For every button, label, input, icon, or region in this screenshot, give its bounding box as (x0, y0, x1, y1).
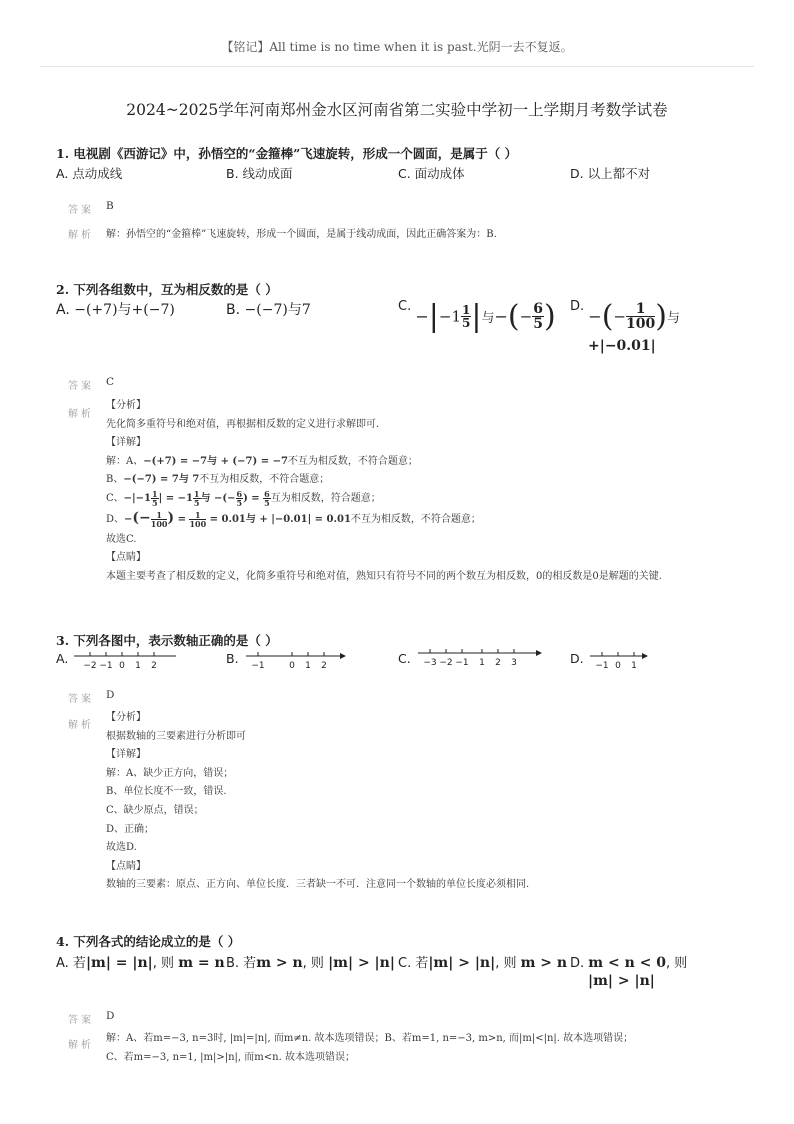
q4-option-a (56, 952, 225, 971)
q2-c-mid: 与 (481, 311, 495, 326)
q2-exp-d-m1: − (124, 513, 133, 525)
q2-c-den1: 5 (462, 316, 471, 330)
q3-answer-label: 答案 (68, 694, 94, 705)
q2-exp-c-m3: 与 − (200, 492, 223, 504)
q3-figure-a (72, 648, 182, 674)
q3-c-tick-label: −3 (423, 658, 437, 668)
q2-option-c: C. −|−1 $\frac{1}{5}$ |与−(− $\frac{6}{5}$ ) (398, 299, 556, 334)
q2-c-num2: 6 (533, 301, 543, 317)
q2-a-mid: 与 (117, 302, 132, 318)
q4-c-pre: C. 若 (398, 956, 429, 971)
q2-answer: C (106, 376, 115, 388)
q4-c-cond: |m| > |n| (428, 955, 496, 971)
q2-b-expr2: 7 (301, 302, 311, 318)
q3-a-tick-label: −1 (99, 661, 113, 671)
q2-exp-line-d: D、−(− $\frac{1}{100}$ ) = $\frac{1}{100}$ = 0.01与 + |−0.01| = 0.01不互为相反数，不符合题意； (106, 509, 481, 529)
q2-exp-b-pre: B、 (106, 474, 124, 486)
q2-stem: 2. 下列各组数中，互为相反数的是（ ） (56, 282, 278, 297)
q4-d-cond: m < n < 0 (588, 955, 666, 971)
q2-c-whole: −1 (438, 307, 461, 326)
q1-stem: 1. 电视剧《西游记》中，孙悟空的“金箍棒”飞速旋转，形成一个圆面，是属于（ ） (56, 146, 518, 161)
q3-b-tick-label: 2 (321, 661, 327, 671)
q2-d-letter: D. (570, 299, 585, 314)
page-title: 2024~2025学年河南郑州金水区河南省第二实验中学初一上学期月考数学试卷 (126, 101, 668, 119)
q2-exp-a-post: 不互为相反数，不符合题意； (287, 455, 418, 467)
q3-figure-d (588, 648, 652, 674)
q2-b-expr1: −(−7) (244, 302, 288, 318)
q4-option-d-line2 (588, 973, 655, 989)
q4-b-mid: , 则 (302, 956, 324, 971)
q2-exp-d-m3: = 0.01与 + |−0.01| = 0.01 (206, 513, 351, 525)
q3-explanation (106, 709, 529, 895)
q3-a-tick-label: 0 (119, 661, 125, 671)
q1-analysis: 解：孙悟空的“金箍棒”飞速旋转，形成一个圆面，是属于线动成面，因此正确答案为：B. (106, 229, 497, 240)
q4-b-pre: B. 若 (226, 956, 257, 971)
q4-a-mid: , 则 (152, 956, 175, 971)
q3-stem: 3. 下列各图中，表示数轴正确的是（ ） (56, 633, 278, 648)
q3-figure-c (416, 645, 546, 671)
q3-exp-l5: D、正确； (106, 823, 155, 835)
q3-c-tick-label: 1 (479, 658, 485, 668)
q4-a-pre: A. 若 (56, 956, 86, 971)
q3-answer: D (106, 689, 115, 701)
q2-exp-d-pre: D、 (106, 513, 125, 525)
q2-exp-c-post: 互为相反数，符合题意； (270, 492, 381, 504)
q4-answer: D (106, 1010, 115, 1022)
q3-c-tick-label: 2 (495, 658, 501, 668)
q4-exp-l1: 解：A、若m=−3, n=3时, |m|=|n|, 而m≠n. 故本选项错误；B、若m=1, n=−3, m>n, 而|m|<|n|. 故本选项错误； (106, 1033, 634, 1044)
q2-exp-line-b (106, 471, 662, 490)
q2-c-minus2: − (494, 307, 508, 326)
q3-exp-h2: 【详解】 (106, 749, 146, 761)
q2-exp-c-pre: C、 (106, 492, 124, 504)
q2-exp-line-c: C、−|−1 $\frac{1}{5}$ | = −1 $\frac{1}{5}$ 与 −(− $\frac{6}{5}$ ) = $\frac{6}{5}$ 互为相反数，符合题意； (106, 488, 381, 508)
q2-exp-h2: 【详解】 (106, 437, 146, 449)
q3-analysis-label: 解析 (68, 720, 94, 731)
q2-a-expr2: +(−7) (131, 302, 175, 318)
q2-exp-c-m1: −|−1 (123, 492, 152, 504)
q2-exp-a-pre: 解：A、 (106, 455, 144, 467)
q3-b-tick-label: 0 (289, 661, 295, 671)
q1-option-a: A. 点动成线 (56, 166, 123, 181)
q3-exp-h1: 【分析】 (106, 712, 146, 723)
q2-option-b (226, 299, 311, 319)
q2-c-letter: C. (398, 299, 412, 314)
q3-a-tick-label: −2 (83, 661, 97, 671)
q3-exp-l6: 故选D. (106, 842, 137, 854)
q2-exp-d-post: 不互为相反数，不符合题意； (350, 513, 481, 525)
q3-b-tick-label: −1 (251, 661, 265, 671)
q4-option-d (570, 952, 687, 971)
q2-d-mid: 与 (666, 311, 680, 326)
header-divider (40, 66, 754, 67)
q2-exp-c-m4: = (247, 492, 264, 504)
q2-exp-b-post: 不互为相反数，不符合题意； (199, 474, 330, 486)
q2-a-letter: A. (56, 302, 70, 318)
q2-exp-l1: 先化简多重符号和绝对值，再根据相反数的定义进行求解即可. (106, 418, 380, 430)
q1-option-c: C. 面动成体 (398, 166, 465, 181)
q2-b-letter: B. (226, 302, 241, 318)
q3-b-tick-label: 1 (305, 661, 311, 671)
q1-answer: B (106, 200, 114, 212)
q2-b-mid: 与 (287, 302, 302, 318)
q4-a-cond: |m| = |n| (85, 955, 153, 971)
q4-option-c (398, 952, 567, 971)
q4-stem: 4. 下列各式的结论成立的是（ ） (56, 934, 241, 949)
q4-answer-label: 答案 (68, 1015, 94, 1026)
q3-letter-b: B. (226, 651, 239, 666)
q2-d-line2: +|−0.01| (588, 338, 656, 354)
q2-exp-d-m2: = (174, 513, 190, 525)
q2-a-expr1: −(+7) (74, 302, 118, 318)
q4-c-result: m > n (520, 955, 568, 971)
q1-option-b: B. 线动成面 (226, 166, 293, 181)
q2-c-den2: 5 (533, 316, 543, 332)
q1-answer-label: 答案 (68, 205, 94, 216)
q3-a-tick-label: 1 (135, 661, 141, 671)
q3-c-tick-label: −2 (439, 658, 453, 668)
q2-exp-line-a (106, 453, 662, 472)
q2-exp-b-math: −(−7) = 7与 7 (123, 474, 200, 486)
q4-a-result: m = n (178, 955, 225, 971)
q2-exp-conclude: 故选C. (106, 533, 137, 545)
q4-d-pre: D. (570, 956, 585, 971)
q4-b-cond: m > n (256, 955, 303, 971)
q4-d-result: |m| > |n| (588, 973, 655, 989)
q3-exp-l2: 解：A、缺少正方向，错误； (106, 767, 234, 779)
q3-d-tick-label: −1 (595, 661, 609, 671)
q2-d-den: 100 (626, 316, 656, 332)
q3-exp-note: 数轴的三要素：原点、正方向、单位长度．三者缺一不可．注意同一个数轴的单位长度必须相同. (106, 879, 530, 891)
q3-letter-a: A. (56, 651, 69, 666)
q2-explanation (106, 397, 662, 586)
q1-analysis-label: 解析 (68, 230, 94, 241)
q3-exp-l1: 根据数轴的三要素进行分析即可 (106, 730, 246, 742)
q1-option-d: D. 以上都不对 (570, 166, 651, 181)
q2-d-minus: − (588, 307, 602, 326)
q4-exp-l2: C、若m=−3, n=1, |m|>|n|, 而m<n. 故本选项错误； (106, 1051, 355, 1063)
q3-d-tick-label: 1 (631, 661, 637, 671)
q2-d-num: 1 (626, 302, 655, 317)
q2-option-d: D. −(− $\frac{1}{100}$ )与 (570, 299, 680, 334)
q3-c-tick-label: −1 (455, 658, 469, 668)
q3-d-tick-label: 0 (615, 661, 621, 671)
q2-exp-note: 本题主要考查了相反数的定义，化简多重符号和绝对值，熟知只有符号不同的两个数互为相反数，0的相反数是0是解题的关键. (106, 570, 662, 582)
q3-c-tick-label: 3 (511, 658, 517, 668)
q2-answer-label: 答案 (68, 381, 94, 392)
q3-figure-b (244, 648, 348, 674)
q4-option-b (226, 952, 395, 971)
q4-explanation (106, 1030, 633, 1067)
q2-exp-c-m2: | = −1 (158, 492, 193, 504)
q4-b-result: |m| > |n| (328, 955, 395, 971)
q4-d-mid: , 则 (666, 956, 688, 971)
q3-a-tick-label: 2 (151, 661, 157, 671)
q4-analysis-label: 解析 (68, 1040, 94, 1051)
q2-c-num1: 1 (462, 303, 471, 317)
q3-exp-l4: C、缺少原点，错误； (106, 804, 204, 816)
q2-c-minus: − (415, 307, 429, 326)
q2-exp-h3: 【点睛】 (106, 552, 146, 564)
q4-c-mid: , 则 (495, 956, 517, 971)
q3-exp-h3: 【点睛】 (106, 860, 146, 872)
q3-letter-d: D. (570, 651, 584, 666)
page-motto: 【铭记】All time is no time when it is past.光阴一去不复返。 (221, 40, 573, 54)
q3-letter-c: C. (398, 651, 411, 666)
q2-exp-a-math: −(+7) = −7与 + (−7) = −7 (143, 455, 288, 467)
q2-option-a (56, 299, 175, 319)
q2-exp-h1: 【分析】 (106, 400, 146, 411)
q3-exp-l3: B、单位长度不一致，错误. (106, 786, 227, 798)
q2-analysis-label: 解析 (68, 409, 94, 420)
